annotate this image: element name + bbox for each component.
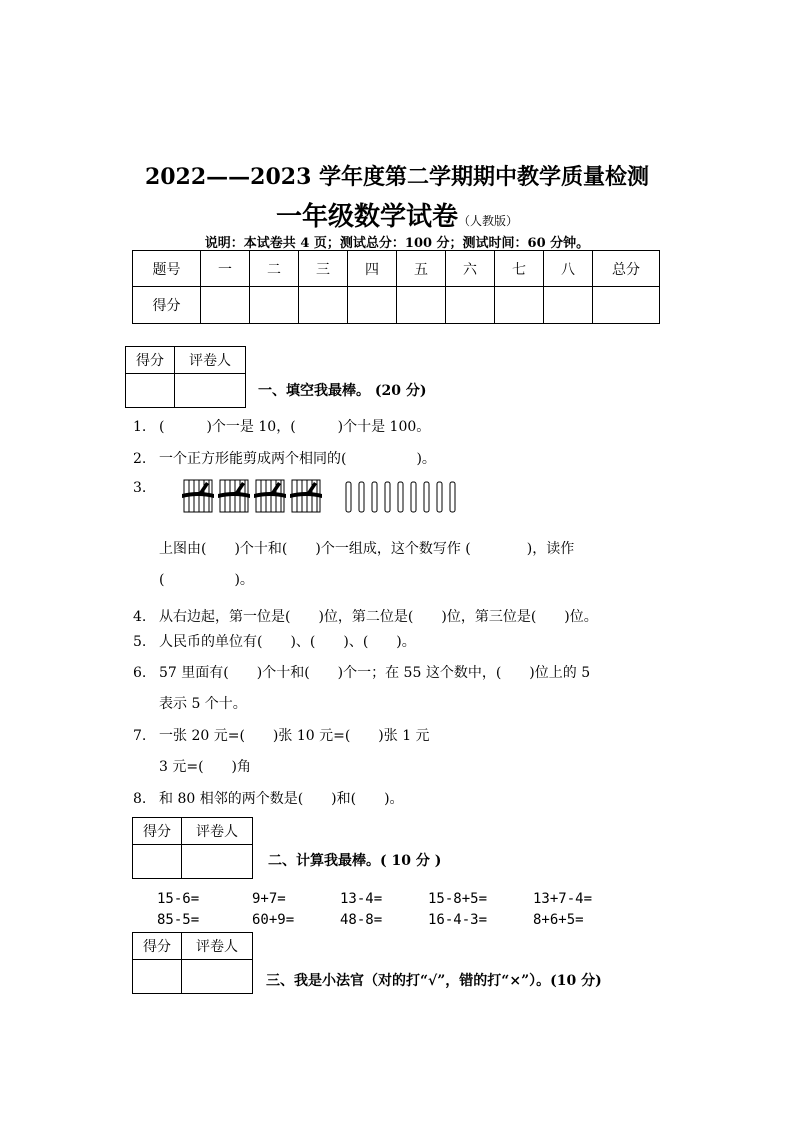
- question-text: ( )个一是 10，( )个十是 100。: [159, 419, 431, 435]
- grader-score-cell[interactable]: [133, 960, 182, 994]
- question-number: 2.: [133, 451, 147, 467]
- score-header-cell: 五: [397, 251, 446, 287]
- score-cell[interactable]: [495, 287, 544, 324]
- stick-icon: [385, 482, 390, 512]
- calc-item: 15-8+5=: [428, 891, 488, 907]
- question-8: [133, 788, 404, 808]
- grader-box-3: [132, 932, 253, 994]
- score-table: [132, 250, 660, 324]
- single-sticks: [346, 482, 455, 512]
- grader-score-cell[interactable]: [126, 374, 175, 408]
- question-text: 一个正方形能剪成两个相同的( )。: [159, 451, 436, 467]
- exam-subtitle: [0, 196, 794, 233]
- score-cell[interactable]: [544, 287, 593, 324]
- grader-score-label: 得分: [133, 818, 182, 845]
- bundle-of-ten-icon: [254, 480, 286, 512]
- score-header-cell: 七: [495, 251, 544, 287]
- exam-title: 2022——2023 学年度第二学期期中教学质量检测: [144, 164, 650, 190]
- section-3-title: 三、我是小法官（对的打“√”，错的打“×”）。(10 分): [266, 973, 602, 989]
- score-table-header-row: [133, 251, 660, 287]
- question-4: [133, 606, 598, 626]
- question-5: [133, 631, 416, 651]
- question-6: [133, 662, 590, 682]
- bundle-of-ten-icon: [182, 480, 214, 512]
- score-cell[interactable]: [299, 287, 348, 324]
- section-1-title: 一、填空我最棒。 (20 分): [258, 383, 427, 399]
- subtitle-text: 一年级数学试卷: [275, 202, 458, 232]
- question-text: 和 80 相邻的两个数是( )和( )。: [159, 791, 404, 807]
- question-number: 7.: [133, 728, 147, 744]
- question-3-text-line2: ( )。: [159, 572, 254, 588]
- score-header-cell: 一: [201, 251, 250, 287]
- score-cell[interactable]: [446, 287, 495, 324]
- stick-icon: [359, 482, 364, 512]
- stick-icon: [437, 482, 442, 512]
- stick-bundles: [182, 480, 322, 512]
- score-header-cell: 二: [250, 251, 299, 287]
- score-row-label: 得分: [133, 287, 201, 324]
- calc-item: 48-8=: [340, 912, 383, 928]
- score-cell[interactable]: [250, 287, 299, 324]
- question-2: [133, 448, 436, 468]
- score-cell[interactable]: [201, 287, 250, 324]
- score-cell[interactable]: [397, 287, 446, 324]
- question-3: [133, 480, 159, 496]
- calc-item: 13-4=: [340, 891, 383, 907]
- score-header-cell: 八: [544, 251, 593, 287]
- question-1: [133, 416, 430, 436]
- question-text: 人民币的单位有( )、( )、( )。: [159, 634, 416, 650]
- question-7: [133, 725, 430, 745]
- sticks-figure: [180, 476, 470, 516]
- grader-name-cell[interactable]: [182, 845, 253, 879]
- stick-icon: [398, 482, 403, 512]
- score-header-cell: 总分: [593, 251, 660, 287]
- grader-name-cell[interactable]: [182, 960, 253, 994]
- grader-name-cell[interactable]: [175, 374, 246, 408]
- score-header-cell: 六: [446, 251, 495, 287]
- calc-item: 9+7=: [252, 891, 286, 907]
- stick-icon: [372, 482, 377, 512]
- bundle-of-ten-icon: [218, 480, 250, 512]
- question-text: 57 里面有( )个十和( )个一；在 55 这个数中，( )位上的 5: [159, 665, 591, 681]
- grader-score-label: 得分: [133, 933, 182, 960]
- score-header-cell: 三: [299, 251, 348, 287]
- bundle-of-ten-icon: [290, 480, 322, 512]
- calc-item: 8+6+5=: [533, 912, 584, 928]
- question-number: 5.: [133, 634, 147, 650]
- question-3-text-line1: 上图由( )个十和( )个一组成，这个数写作 ( )，读作: [159, 541, 575, 557]
- question-number: 6.: [133, 665, 147, 681]
- question-number: 3.: [133, 480, 147, 496]
- grader-box-1: [125, 346, 246, 408]
- question-6-continued: 表示 5 个十。: [159, 696, 247, 712]
- calc-item: 13+7-4=: [533, 891, 593, 907]
- question-number: 4.: [133, 609, 147, 625]
- grader-name-label: 评卷人: [182, 818, 253, 845]
- question-text: 从右边起，第一位是( )位，第二位是( )位，第三位是( )位。: [159, 609, 598, 625]
- edition-label: （人教版）: [458, 214, 519, 228]
- stick-icon: [411, 482, 416, 512]
- question-number: 1.: [133, 419, 147, 435]
- score-header-cell: 题号: [133, 251, 201, 287]
- question-7-continued: 3 元=( )角: [159, 759, 252, 775]
- score-header-cell: 四: [348, 251, 397, 287]
- grader-name-label: 评卷人: [182, 933, 253, 960]
- stick-icon: [346, 482, 351, 512]
- grader-name-label: 评卷人: [175, 347, 246, 374]
- stick-icon: [424, 482, 429, 512]
- score-cell[interactable]: [348, 287, 397, 324]
- stick-icon: [450, 482, 455, 512]
- calc-item: 85-5=: [157, 912, 200, 928]
- grader-score-label: 得分: [126, 347, 175, 374]
- question-number: 8.: [133, 791, 147, 807]
- calc-item: 16-4-3=: [428, 912, 488, 928]
- grader-box-2: [132, 817, 253, 879]
- calc-item: 15-6=: [157, 891, 200, 907]
- calc-item: 60+9=: [252, 912, 295, 928]
- score-cell[interactable]: [593, 287, 660, 324]
- section-2-title: 二、计算我最棒。( 10 分 ): [268, 853, 442, 869]
- exam-instructions: 说明：本试卷共 4 页；测试总分：100 分；测试时间：60 分钟。: [204, 236, 590, 251]
- grader-score-cell[interactable]: [133, 845, 182, 879]
- question-text: 一张 20 元=( )张 10 元=( )张 1 元: [159, 728, 430, 744]
- score-table-score-row: [133, 287, 660, 324]
